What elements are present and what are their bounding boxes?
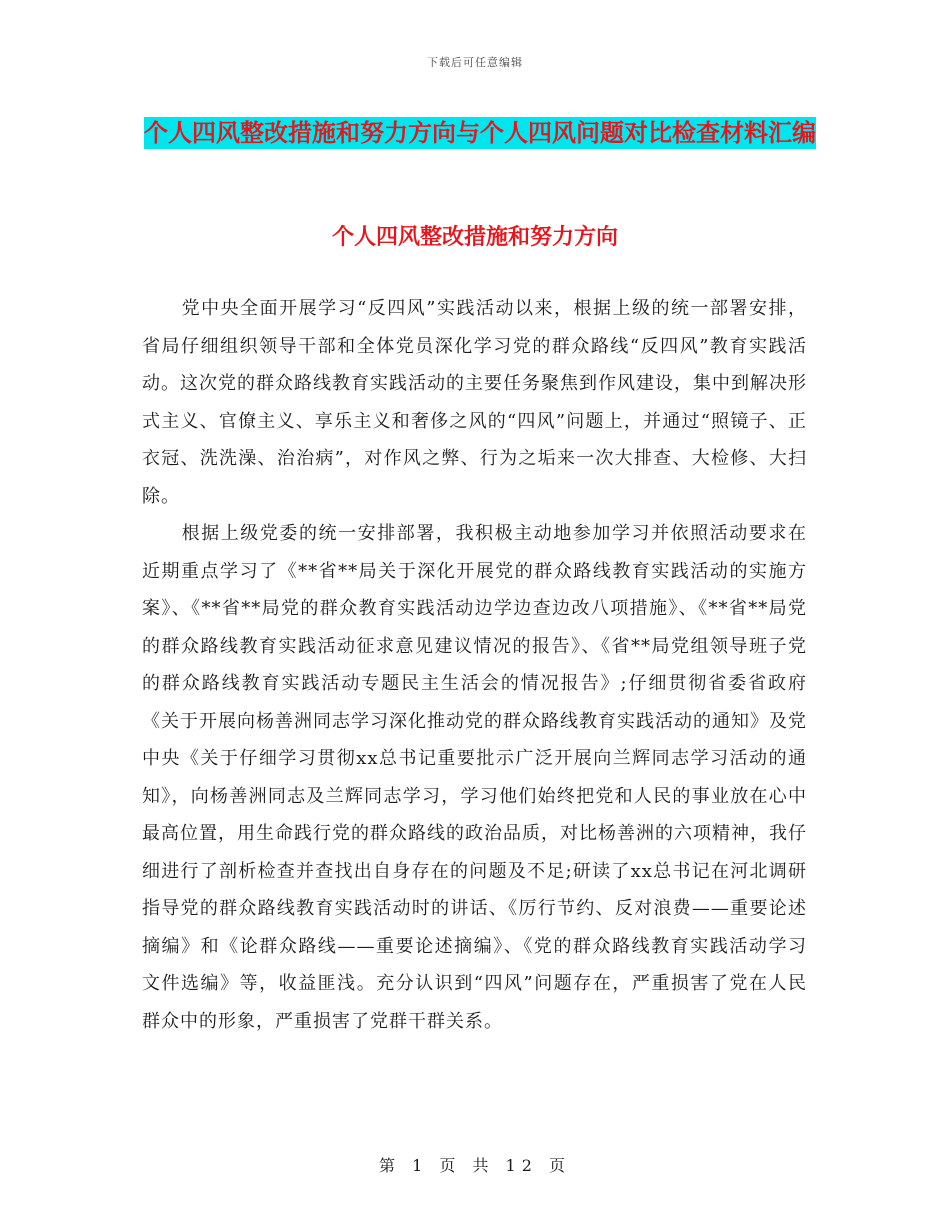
paragraph: 党中央全面开展学习“反四风”实践活动以来，根据上级的统一部署安排，省局仔细组织领导干部和全体党员深化学习党的群众路线“反四风”教育实践活动。这次党的群众路线教育实践活动的主要任务聚焦到作风建设，集中到解决形式主义、官僚主义、享乐主义和奢侈之风的“四风”问题上，并通过“照镜子、正衣冠、洗洗澡、治治病”，对作风之弊、行为之垢来一次大排查、大检修、大扫除。: [142, 298, 807, 507]
document-title-text: 个人四风整改措施和努力方向与个人四风问题对比检查材料汇编: [144, 119, 816, 147]
section-title: 个人四风整改措施和努力方向: [331, 225, 618, 250]
paragraph: 根据上级党委的统一安排部署，我积极主动地参加学习并依照活动要求在近期重点学习了《**省**局关于深化开展党的群众路线教育实践活动的实施方案》、《**省**局党的群众教育实践活动边学边查边改八项措施》、《**省**局党的群众路线教育实践活动征求意见建议情况的报告》、《省**局党组领导班子党的群众路线教育实践活动专题民主生活会的情况报告》;仔细贯彻省委省政府《关于开展向杨善洲同志学习深化推动党的群众路线教育实践活动的通知》及党中央《关于仔细学习贯彻xx总书记重要批示广泛开展向兰辉同志学习活动的通知》，向杨善洲同志及兰辉同志学习，学习他们始终把党和人民的事业放在心中最高位置，用生命践行党的群众路线的政治品质，对比杨善洲的六项精神，我仔细进行了剖析检查并查找出自身存在的问题及不足;研读了xx总书记在河北调研指导党的群众路线教育实践活动时的讲话、《厉行节约、反对浪费——重要论述摘编》和《论群众路线——重要论述摘编》、《党的群众路线教育实践活动学习文件选编》等，收益匪浅。充分认识到“四风”问题存在，严重损害了党在人民群众中的形象，严重损害了党群干群关系。: [142, 523, 807, 1032]
page-footer: 第 1 页 共 12 页: [379, 1156, 571, 1175]
header-note: 下载后可任意编辑: [427, 56, 523, 69]
document-title: [140, 110, 820, 156]
body-text: [142, 290, 807, 1040]
